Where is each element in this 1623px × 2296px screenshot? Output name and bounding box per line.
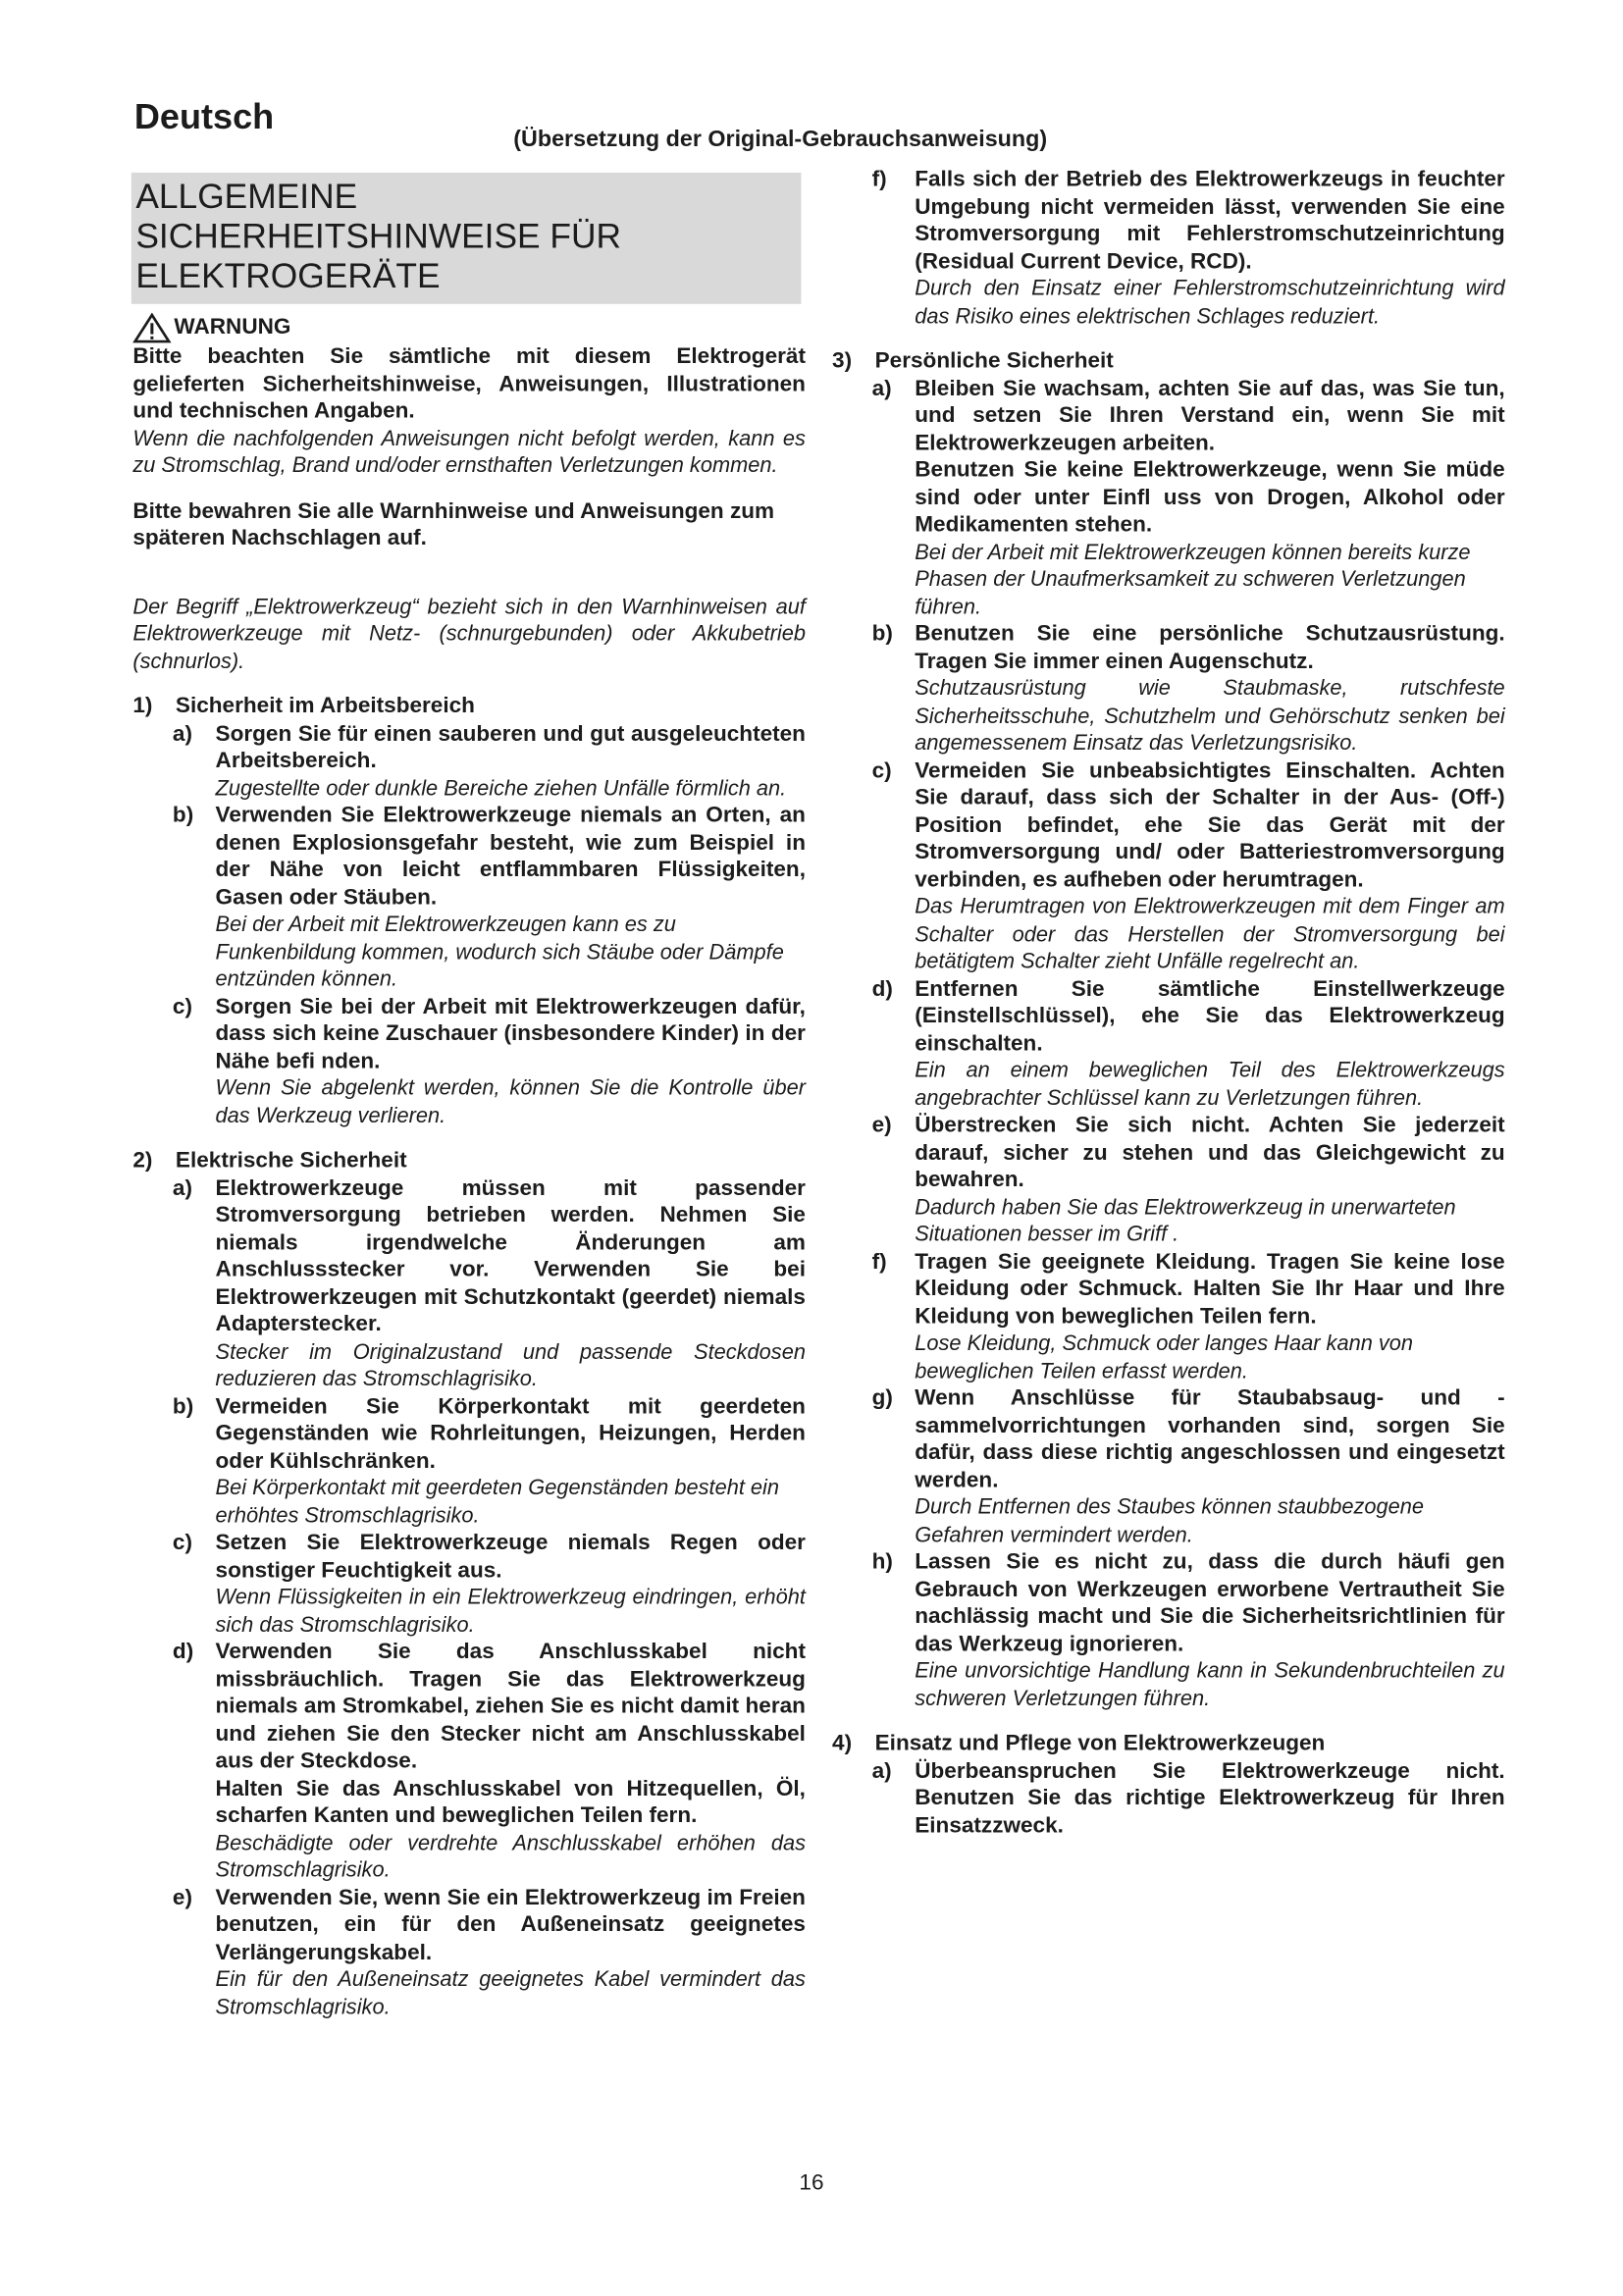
item-bold-text: Setzen Sie Elektrowerkzeuge niemals Regen oder sonstiger Feuchtigkeit aus. [215,1530,806,1583]
warning-italic-text: Wenn die nachfolgenden Anweisungen nicht befolgt werden, kann es zu Stromschlag, Brand und/oder ernsthaften Verletzungen kommen. [132,427,806,479]
item-italic-text: Beschädigte oder verdrehte Anschlusskabel erhöhen das Stromschlagrisiko. [215,1831,806,1883]
list-item [173,1393,806,1530]
item-bold-text: Lassen Sie es nicht zu, dass die durch häufi gen Gebrauch von Werkzeugen erworbene Vertrautheit Sie nachlässig macht und Sie die Sicherheitsrichtlinien für das Werkzeug ignorieren. [915,1548,1505,1656]
item-bold-text: Tragen Sie geeignete Kleidung. Tragen Sie keine lose Kleidung oder Schmuck. Halten Sie Ihr Haar und Ihre Kleidung von beweglichen Teilen fern. [915,1248,1505,1329]
item-label: b) [871,621,893,647]
section-title-text: Elektrische Sicherheit [175,1147,407,1174]
item-bold-text-2: Halten Sie das Anschlusskabel von Hitzequellen, Öl, scharfen Kanten und beweglichen Teilen fern. [215,1775,806,1828]
section-1-items [132,721,806,1130]
item-italic-text: Ein für den Außeneinsatz geeignetes Kabel vermindert das Stromschlagrisiko. [215,1967,806,2019]
item-label: c) [172,1530,192,1555]
item-label: h) [871,1548,893,1575]
translation-subtitle: (Übersetzung der Original-Gebrauchsanweisung) [513,127,1048,152]
list-item [872,376,1505,621]
section-4-items [832,1758,1505,1840]
list-item [872,1385,1505,1549]
right-column [832,167,1505,1840]
section-title-text: Einsatz und Pflege von Elektrowerkzeugen [874,1730,1326,1756]
section-2-heading [132,1148,806,1175]
item-italic-text: Wenn Flüssigkeiten in ein Elektrowerkzeug eindringen, erhöht sich das Stromschlagrisiko. [215,1586,806,1638]
list-item [173,1639,806,1884]
section-title-text: Persönliche Sicherheit [874,347,1114,374]
list-item [173,1885,806,2021]
section-title: ALLGEMEINE SICHERHEITSHINWEISE FÜR ELEKTROGERÄTE [135,177,622,295]
item-label: d) [172,1639,194,1665]
item-bold-text: Verwenden Sie, wenn Sie ein Elektrowerkzeug im Freien benutzen, ein für den Außeneinsatz geeignetes Verlängerungskabel. [215,1884,806,1965]
item-label: f) [871,1248,887,1275]
item-label: a) [871,375,892,401]
list-item [173,721,806,803]
item-bold-text: Vermeiden Sie Körperkontakt mit geerdeten Gegenständen wie Rohrleitungen, Heizungen, Herden oder Kühlschränken. [215,1393,806,1474]
item-label: b) [172,802,194,828]
list-item [173,803,806,994]
item-bold-text: Benutzen Sie eine persönliche Schutzausrüstung. Tragen Sie immer einen Augenschutz. [915,621,1505,674]
item-label: e) [172,1884,192,1910]
item-bold-text: Sorgen Sie für einen sauberen und gut ausgeleuchteten Arbeitsbereich. [215,720,806,773]
list-item [872,1758,1505,1840]
list-item [872,1113,1505,1249]
item-label: a) [172,1174,192,1201]
item-italic-text: Das Herumtragen von Elektrowerkzeugen mit dem Finger am Schalter oder das Herstellen der Stromversorgung bei betätigtem Schalter zieht Unfälle regelrecht an. [915,895,1505,974]
item-bold-text: Vermeiden Sie unbeabsichtigtes Einschalten. Achten Sie darauf, dass sich der Schalter in der Aus- (Off-) Position befindet, ehe Sie das Gerät mit der Stromversorgung und/ oder Batteriestromversorgung verbinden, es aufheben oder herumtragen. [915,757,1505,892]
warning-heading [132,313,806,344]
item-bold-text: Entfernen Sie sämtliche Einstellwerkzeuge (Einstellschlüssel), ehe Sie das Elektrowerkzeug einschalten. [915,975,1505,1056]
item-label: b) [172,1393,194,1419]
list-item [872,1549,1505,1713]
list-item [872,1249,1505,1385]
section-number: 3) [832,347,853,374]
item-label: f) [871,166,887,192]
item-label: c) [871,757,892,783]
item-italic-text: Wenn Sie abgelenkt werden, können Sie die Kontrolle über das Werkzeug verlieren. [215,1076,806,1128]
section-3-items [832,376,1505,1713]
item-bold-text: Sorgen Sie bei der Arbeit mit Elektrowerkzeugen dafür, dass sich keine Zuschauer (insbesondere Kinder) in der Nähe befi nden. [215,993,806,1073]
section-3-heading [832,348,1505,376]
section-number: 2) [132,1147,153,1174]
item-italic-text: Dadurch haben Sie das Elektrowerkzeug in unerwarteten Situationen besser im Griff . [915,1195,1456,1247]
item-label: d) [871,975,893,1002]
item-label: c) [172,993,192,1019]
item-bold-text: Verwenden Sie das Anschlusskabel nicht missbräuchlich. Tragen Sie das Elektrowerkzeug niemals am Stromkabel, ziehen Sie es nicht damit heran und ziehen Sie den Stecker nicht am Anschlusskabel aus der Steckdose. [215,1639,806,1774]
item-bold-text-2: Benutzen Sie keine Elektrowerkzeuge, wenn Sie müde sind oder unter Einfl uss von Drogen, Alkohol oder Medikamenten stehen. [915,457,1505,538]
warning-triangle-icon [132,313,171,344]
section-4-heading [832,1731,1505,1758]
list-item [872,757,1505,976]
item-bold-text: Überstrecken Sie sich nicht. Achten Sie jederzeit darauf, sicher zu stehen und das Gleichgewicht zu bewahren. [915,1112,1505,1192]
item-bold-text: Falls sich der Betrieb des Elektrowerkzeugs in feuchter Umgebung nicht vermeiden lässt, verwenden Sie eine Stromversorgung mit Fehlerstromschutzeinrichtung (Residual Current Device, RCD). [915,166,1505,274]
item-italic-text: Schutzausrüstung wie Staubmaske, rutschfeste Sicherheitsschuhe, Schutzhelm und Gehörschutz senken bei angemessenem Einsatz das Verletzungsrisiko. [915,677,1505,756]
list-item [872,621,1505,757]
section-title-text: Sicherheit im Arbeitsbereich [175,693,475,719]
item-italic-text: Bei der Arbeit mit Elektrowerkzeugen kann es zu Funkenbildung kommen, wodurch sich Stäube oder Dämpfe entzünden können. [215,913,784,992]
item-bold-text: Bleiben Sie wachsam, achten Sie auf das, was Sie tun, und setzen Sie Ihren Verstand ein, wenn Sie mit Elektrowerkzeugen arbeiten. [915,375,1505,455]
item-bold-text: Wenn Anschlüsse für Staubabsaug- und -sammelvorrichtungen vorhanden sind, sorgen Sie dafür, dass diese richtig angeschlossen und eingesetzt werden. [915,1384,1505,1492]
list-item [872,976,1505,1113]
item-italic-text: Ein an einem beweglichen Teil des Elektrowerkzeugs angebrachter Schlüssel kann zu Verletzungen führen. [915,1059,1505,1111]
item-italic-text: Durch Entfernen des Staubes können staubbezogene Gefahren vermindert werden. [915,1495,1425,1547]
page-number: 16 [799,2169,824,2196]
section-2-items [132,1175,806,2021]
list-item [872,167,1505,331]
item-label: a) [871,1757,892,1784]
item-label: a) [172,720,192,747]
item-italic-text: Durch den Einsatz einer Fehlerstromschutzeinrichtung wird das Risiko eines elektrischen Schlages reduziert. [915,277,1505,329]
language-heading: Deutsch [133,97,275,137]
item-italic-text: Bei der Arbeit mit Elektrowerkzeugen können bereits kurze Phasen der Unaufmerksamkeit zu schweren Verletzungen führen. [915,541,1471,619]
list-item [173,1175,806,1394]
section-2-continued [832,167,1505,331]
item-label: e) [871,1112,892,1138]
item-bold-text: Überbeanspruchen Sie Elektrowerkzeuge nicht. Benutzen Sie das richtige Elektrowerkzeug für Ihren Einsatzzweck. [915,1757,1505,1838]
keep-instructions-text: Bitte bewahren Sie alle Warnhinweise und Anweisungen zum späteren Nachschlagen auf. [132,497,775,550]
item-italic-text: Eine unvorsichtige Handlung kann in Sekundenbruchteilen zu schweren Verletzungen führen. [915,1659,1505,1711]
term-definition-text: Der Begriff „Elektrowerkzeug“ bezieht sich in den Warnhinweisen auf Elektrowerkzeuge mit Netz- (schnurgebunden) oder Akkubetrieb (schnurlos). [132,595,806,674]
item-label: g) [871,1384,893,1411]
left-column [132,313,806,2021]
item-italic-text: Stecker im Originalzustand und passende Steckdosen reduzieren das Stromschlagrisiko. [215,1340,806,1391]
warning-label: WARNUNG [174,314,291,340]
section-number: 4) [832,1730,853,1756]
warning-bold-text: Bitte beachten Sie sämtliche mit diesem Elektrogerät gelieferten Sicherheitshinweise, Anweisungen, Illustrationen und technischen Angaben. [132,343,806,424]
section-number: 1) [132,693,153,719]
list-item [173,994,806,1130]
item-bold-text: Elektrowerkzeuge müssen mit passender Stromversorgung betrieben werden. Nehmen Sie niemals irgendwelche Änderungen am Anschlussstecker vor. Verwenden Sie bei Elektrowerkzeugen mit Schutzkontakt (geerdet) niemals Adapterstecker. [215,1174,806,1337]
item-italic-text: Zugestellte oder dunkle Bereiche ziehen Unfälle förmlich an. [215,776,787,801]
item-italic-text: Bei Körperkontakt mit geerdeten Gegenständen besteht ein erhöhtes Stromschlagrisiko. [215,1477,780,1528]
item-bold-text: Verwenden Sie Elektrowerkzeuge niemals an Orten, an denen Explosionsgefahr besteht, wie zum Beispiel in der Nähe von leicht entflammbaren Flüssigkeiten, Gasen oder Stäuben. [215,802,806,910]
list-item [173,1530,806,1639]
section-1-heading [132,694,806,721]
item-italic-text: Lose Kleidung, Schmuck oder langes Haar kann von beweglichen Teilen erfasst werden. [915,1331,1414,1383]
